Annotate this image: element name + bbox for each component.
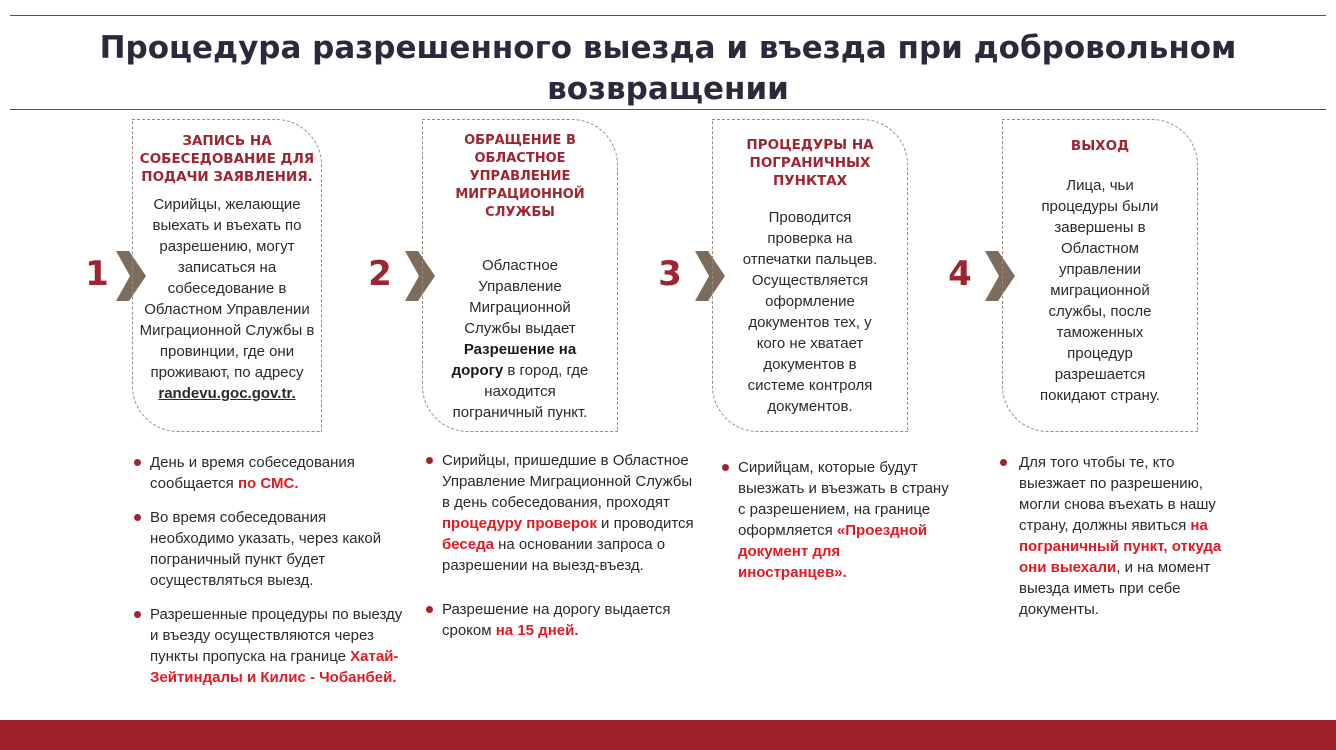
step-1-card <box>132 119 322 432</box>
step-4-notes <box>1000 452 1232 620</box>
list-item: Сирийцы, пришедшие в Областное Управление Миграционной Службы в день собеседования, проходят процедуру проверок и проводится беседа на основании запроса о разрешении на выезд-въезд. <box>426 450 696 576</box>
step-4-title: ВЫХОД <box>1070 138 1130 154</box>
step-4-number: 4 <box>948 254 972 294</box>
step-2-notes <box>426 450 696 641</box>
step-3-card <box>712 119 908 432</box>
step-4-card <box>1002 119 1198 432</box>
step-4-body: Лица, чьи процедуры были завершены в Областном управлении миграционной службы, после таможенных процедур разрешается покидают страну. <box>1040 177 1160 404</box>
step-1-body: Сирийцы, желающие выехать и въехать по разрешению, могут записаться на собеседование в Областном Управлении Миграционной Службы в провинции, где они проживают, по адресу <box>139 196 315 381</box>
step-2-title: ОБРАЩЕНИЕ В ОБЛАСТНОЕ УПРАВЛЕНИЕ МИГРАЦИОННОЙ СЛУЖБЫ <box>455 133 585 220</box>
list-item: Во время собеседования необходимо указать, через какой пограничный пункт будет осуществляться выезд. <box>134 507 404 591</box>
list-item: Сирийцам, которые будут выезжать и въезжать в страну с разрешением, на границе оформляется «Проездной документ для иностранцев». <box>722 457 952 583</box>
footer-bar <box>0 720 1336 750</box>
list-item: Для того чтобы те, кто выезжает по разрешению, могли снова въехать в нашу страну, должны явиться на пограничный пункт, откуда они выехали, и на момент выезда иметь при себе документы. <box>1000 452 1232 620</box>
step-1-notes <box>134 452 404 688</box>
step-2-card <box>422 119 618 432</box>
list-item: Разрешенные процедуры по выезду и въезду осуществляются через пункты пропуска на границе Хатай-Зейтиндалы и Килис - Чобанбей. <box>134 604 404 688</box>
step-1-title: ЗАПИСЬ НА СОБЕСЕДОВАНИЕ ДЛЯ ПОДАЧИ ЗАЯВЛЕНИЯ. <box>139 133 315 185</box>
title-divider <box>10 109 1326 110</box>
list-item: Разрешение на дорогу выдается сроком на 15 дней. <box>426 599 696 641</box>
top-divider <box>10 15 1326 16</box>
step-3-number: 3 <box>658 254 682 294</box>
page-title: Процедура разрешенного выезда и въезда при добровольном возвращении <box>99 30 1237 107</box>
step-3-notes <box>722 457 952 583</box>
step-3-title: ПРОЦЕДУРЫ НА ПОГРАНИЧНЫХ ПУНКТАХ <box>746 137 874 189</box>
list-item: День и время собеседования сообщается по СМС. <box>134 452 404 494</box>
step-2-number: 2 <box>368 254 392 294</box>
step-2-body: Областное Управление Миграционной Службы выдает Разрешение на дорогу в город, где находится пограничный пункт. <box>451 257 589 421</box>
appointment-link[interactable]: randevu.goc.gov.tr. <box>158 385 296 402</box>
step-1-number: 1 <box>85 254 109 294</box>
step-3-body: Проводится проверка на отпечатки пальцев. Осуществляется оформление документов тех, у кого не хватает документов в системе контроля документов. <box>742 209 878 415</box>
